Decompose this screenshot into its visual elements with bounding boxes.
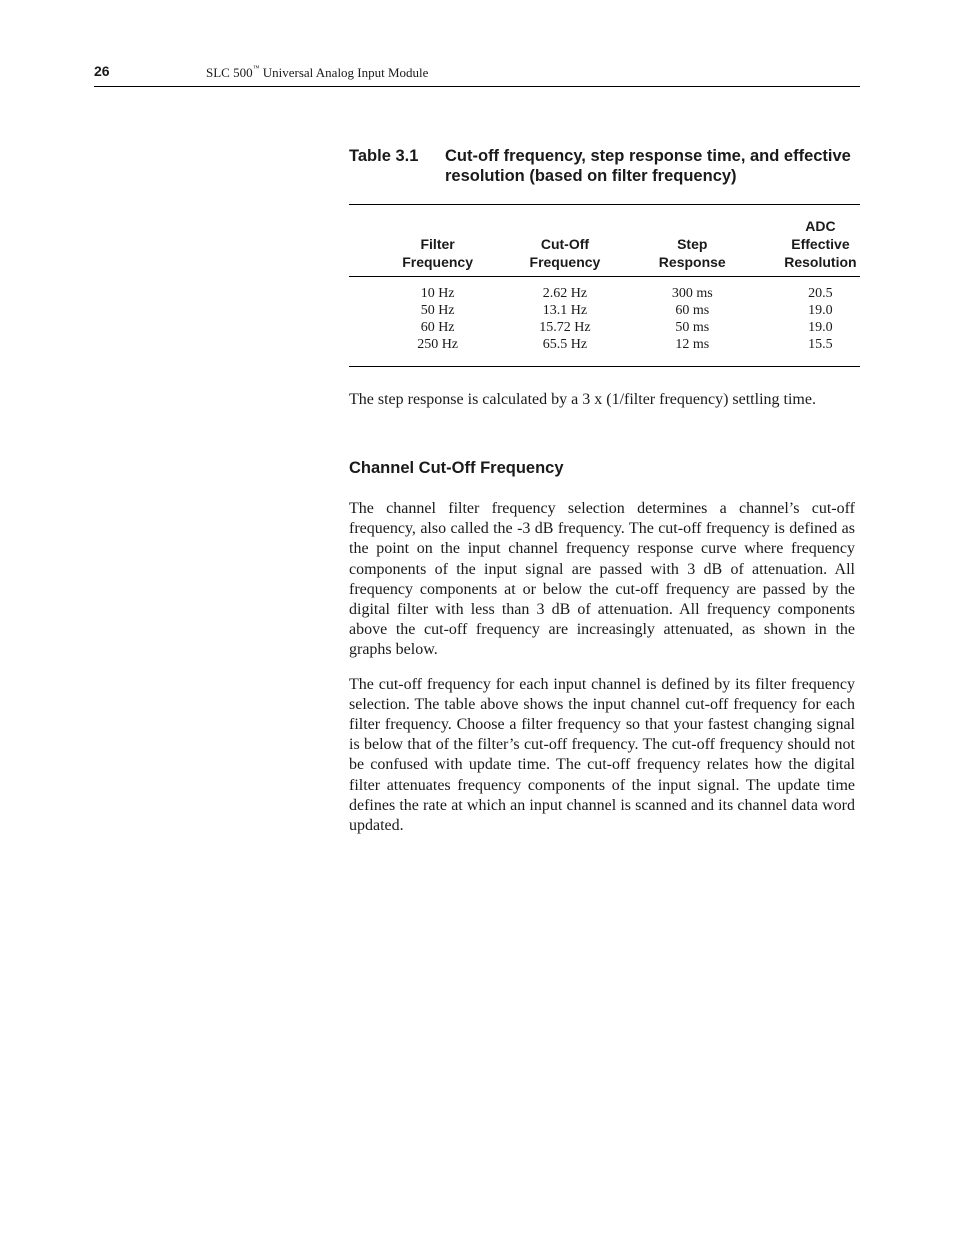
table-cell: 15.5 [808, 337, 833, 352]
page-header [94, 62, 860, 87]
table-cell: 50 ms [675, 320, 710, 335]
table-cell: 65.5 Hz [542, 337, 588, 352]
header-cutoff-frequency: Cut-Off Frequency [526, 205, 603, 277]
table-cell: 300 ms [671, 286, 713, 301]
trademark-symbol: ™ [252, 64, 260, 72]
table-row [349, 277, 860, 303]
table-cell: 20.5 [808, 286, 833, 301]
table-row [349, 319, 860, 336]
table-caption-label: Table 3.1 [349, 147, 419, 165]
table-cell: 19.0 [808, 303, 833, 318]
table-cell: 12 ms [675, 337, 710, 352]
frequency-table [349, 204, 860, 367]
running-title-rest: Universal Analog Input Module [259, 65, 429, 80]
running-title [206, 65, 428, 81]
table-caption [349, 146, 861, 186]
table-cell: 250 Hz [417, 337, 459, 352]
table-cell: 60 Hz [420, 320, 455, 335]
table-caption-text: Cut-off frequency, step response time, and effective resolution (based on filter frequency) [445, 147, 851, 185]
table-cell: 19.0 [808, 320, 833, 335]
header-step-response: Step Response [604, 205, 781, 277]
table-cell: 60 ms [675, 303, 710, 318]
table-row [349, 336, 860, 367]
step-response-note: The step response is calculated by a 3 x (1/filter frequency) settling time. [349, 391, 816, 408]
table-cell: 2.62 Hz [542, 286, 588, 301]
table-cell: 15.72 Hz [539, 320, 591, 335]
table-row [349, 302, 860, 319]
main-content [349, 146, 861, 836]
table-cell: 50 Hz [420, 303, 455, 318]
page-number: 26 [94, 63, 110, 79]
table-header-row [349, 205, 860, 277]
paragraph: The cut-off frequency for each input channel is defined by its filter frequency selection. The table above shows the input channel cut-off frequency for each filter frequency. Choose a filter frequency so that your fastest changing signal is below that of the filter’s cut-off frequency. The cut-off frequency should not be confused with update time. The cut-off frequency relates how the digital filter attenuates frequency components of the input signal. The update time defines the rate at which an input channel is scanned and its channel data word updated. [349, 675, 855, 835]
header-filter-frequency: Filter Frequency [349, 205, 526, 277]
paragraph: The channel filter frequency selection determines a channel’s cut-off frequency, also called the -3 dB frequency. The cut-off frequency is defined as the point on the input channel frequency response curve where frequency components of the input signal are passed with 3 dB of attenuation. All frequency components at or below the cut-off frequency are passed by the digital filter with less than 3 dB of attenuation. All frequency components above the cut-off frequency are increasingly attenuated, as shown in the graphs below. [349, 500, 855, 659]
running-title-product: SLC 500 [206, 65, 253, 80]
table-cell: 13.1 Hz [542, 303, 588, 318]
section-heading: Channel Cut-Off Frequency [349, 459, 564, 477]
header-adc-resolution: ADC Effective Resolution [781, 205, 860, 277]
table-cell: 10 Hz [420, 286, 455, 301]
